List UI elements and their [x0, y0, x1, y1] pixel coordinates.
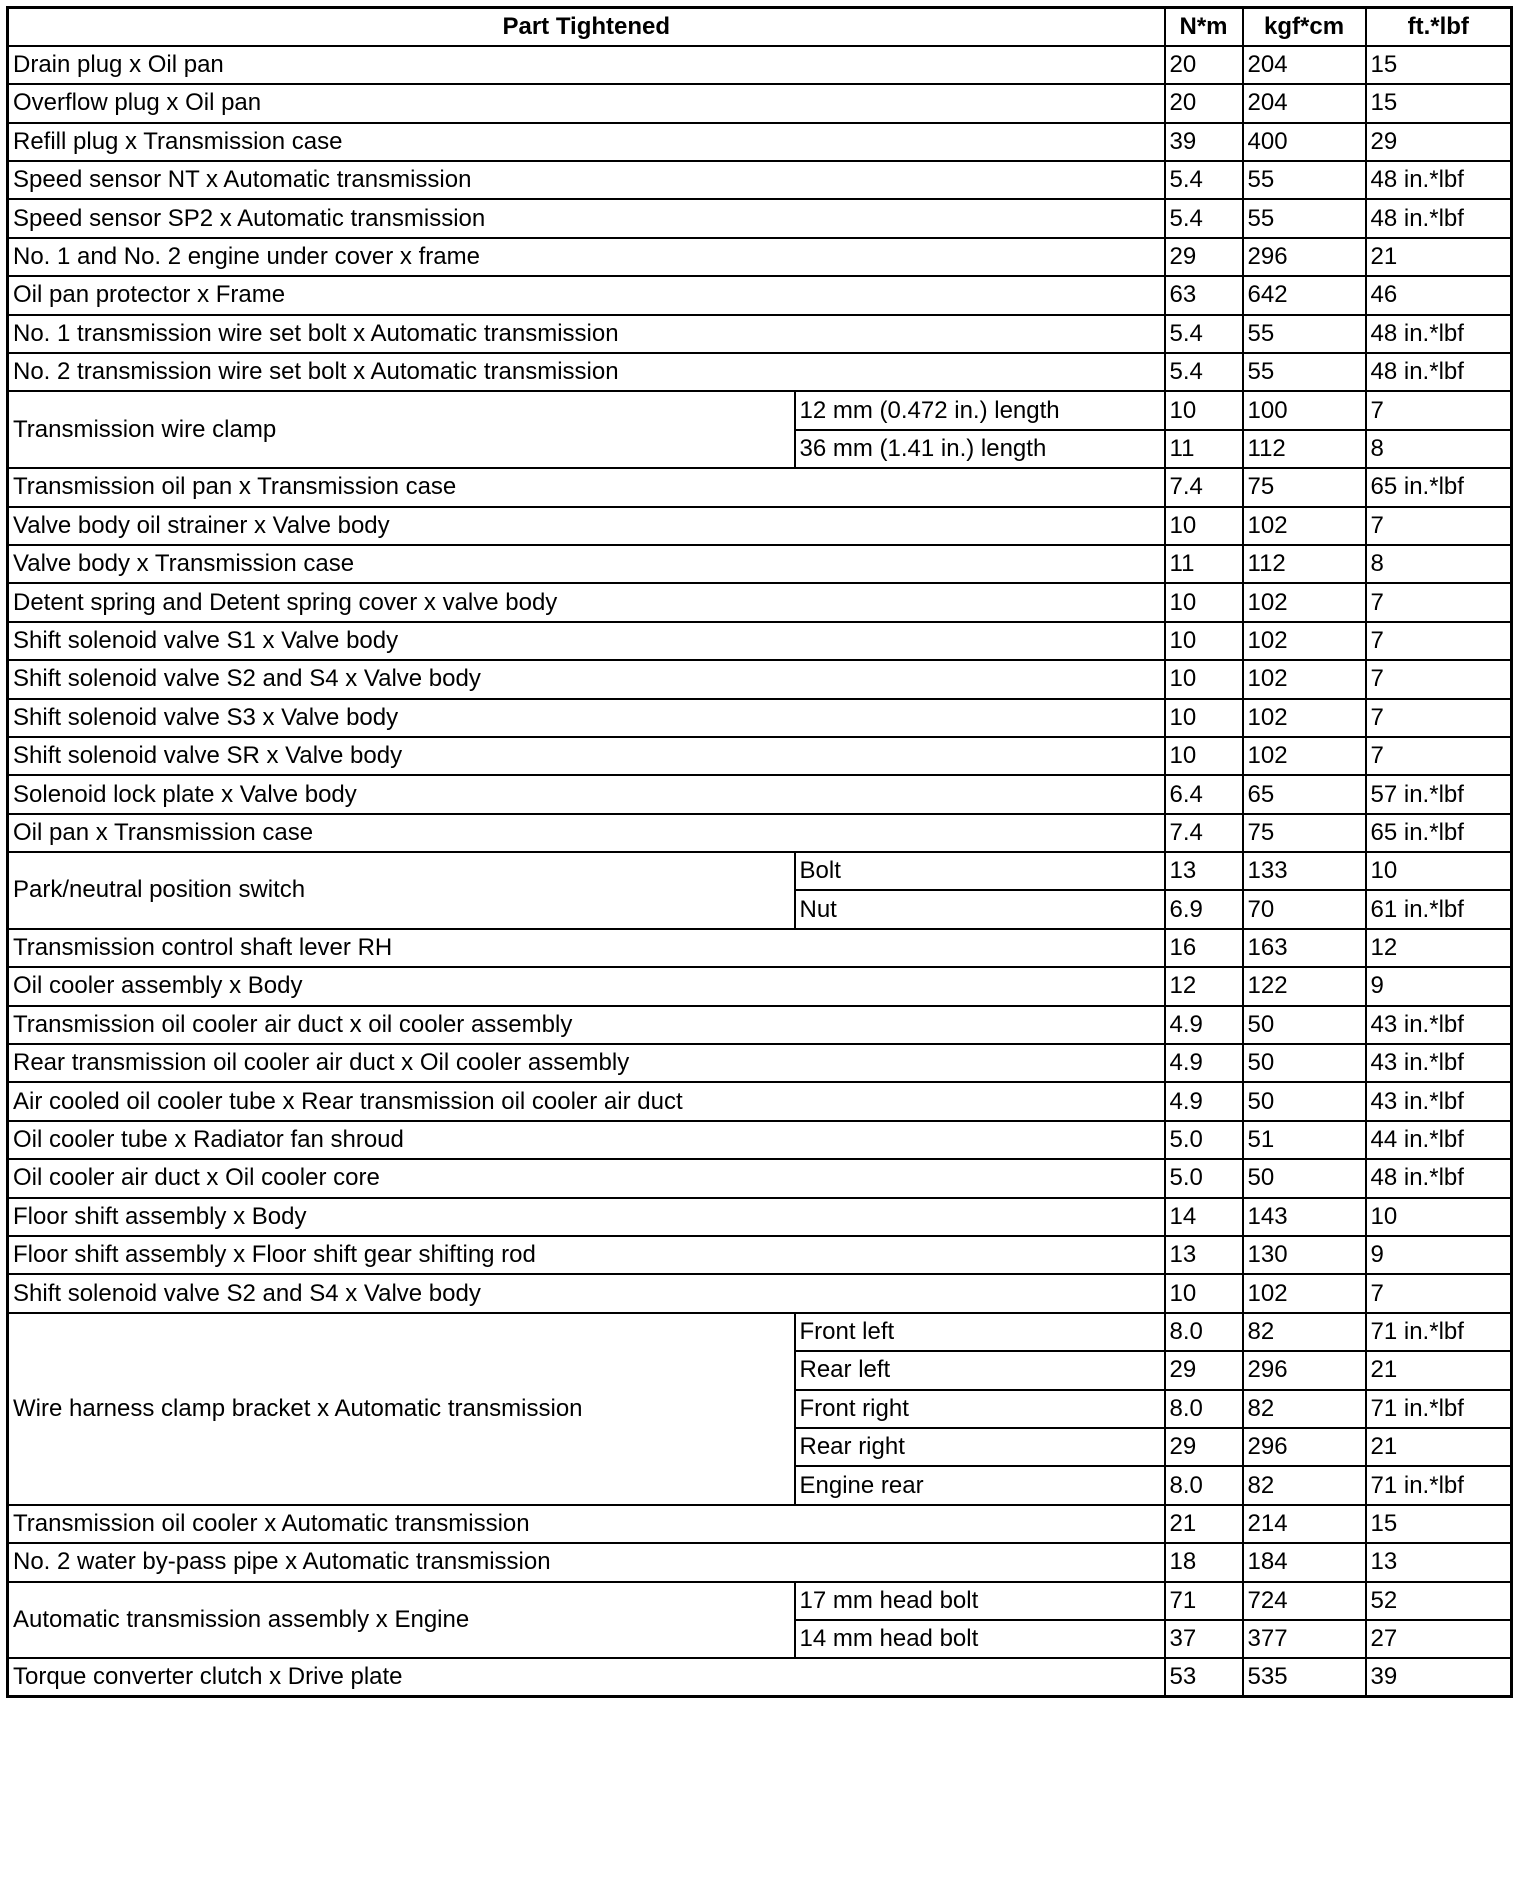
ft-lbf-cell: 15 — [1366, 1505, 1512, 1543]
table-row — [8, 1274, 1512, 1312]
part-cell: Oil cooler tube x Radiator fan shroud — [8, 1121, 1165, 1159]
sub-part-cell: Rear right — [795, 1428, 1165, 1466]
ft-lbf-cell: 43 in.*lbf — [1366, 1082, 1512, 1120]
header-part-tightened: Part Tightened — [8, 8, 1165, 46]
nm-cell: 10 — [1165, 660, 1243, 698]
nm-cell: 8.0 — [1165, 1390, 1243, 1428]
table-header — [8, 8, 1512, 46]
part-cell: No. 2 transmission wire set bolt x Automatic transmission — [8, 353, 1165, 391]
ft-lbf-cell: 65 in.*lbf — [1366, 814, 1512, 852]
kgf-cm-cell: 204 — [1243, 46, 1366, 84]
table-row — [8, 1198, 1512, 1236]
kgf-cm-cell: 184 — [1243, 1543, 1366, 1581]
part-cell: Speed sensor SP2 x Automatic transmission — [8, 199, 1165, 237]
part-cell: No. 2 water by-pass pipe x Automatic transmission — [8, 1543, 1165, 1581]
ft-lbf-cell: 7 — [1366, 391, 1512, 429]
ft-lbf-cell: 9 — [1366, 1236, 1512, 1274]
sub-part-cell: Engine rear — [795, 1466, 1165, 1504]
part-cell: Solenoid lock plate x Valve body — [8, 775, 1165, 813]
table-row — [8, 737, 1512, 775]
part-cell: Automatic transmission assembly x Engine — [8, 1582, 795, 1659]
part-cell: Floor shift assembly x Floor shift gear shifting rod — [8, 1236, 1165, 1274]
part-cell: Park/neutral position switch — [8, 852, 795, 929]
table-row — [8, 622, 1512, 660]
sub-part-cell: Nut — [795, 890, 1165, 928]
ft-lbf-cell: 9 — [1366, 967, 1512, 1005]
nm-cell: 29 — [1165, 1428, 1243, 1466]
table-row — [8, 199, 1512, 237]
table-row — [8, 1006, 1512, 1044]
table-row — [8, 545, 1512, 583]
table-row — [8, 1582, 1512, 1620]
ft-lbf-cell: 43 in.*lbf — [1366, 1006, 1512, 1044]
kgf-cm-cell: 55 — [1243, 161, 1366, 199]
kgf-cm-cell: 82 — [1243, 1390, 1366, 1428]
part-cell: Valve body oil strainer x Valve body — [8, 507, 1165, 545]
table-row — [8, 660, 1512, 698]
table-row — [8, 1044, 1512, 1082]
table-row — [8, 353, 1512, 391]
nm-cell: 10 — [1165, 583, 1243, 621]
table-row — [8, 1082, 1512, 1120]
nm-cell: 37 — [1165, 1620, 1243, 1658]
part-cell: Shift solenoid valve S1 x Valve body — [8, 622, 1165, 660]
kgf-cm-cell: 102 — [1243, 1274, 1366, 1312]
ft-lbf-cell: 7 — [1366, 1274, 1512, 1312]
ft-lbf-cell: 21 — [1366, 238, 1512, 276]
ft-lbf-cell: 48 in.*lbf — [1366, 1159, 1512, 1197]
kgf-cm-cell: 642 — [1243, 276, 1366, 314]
kgf-cm-cell: 50 — [1243, 1006, 1366, 1044]
part-cell: Drain plug x Oil pan — [8, 46, 1165, 84]
kgf-cm-cell: 102 — [1243, 737, 1366, 775]
nm-cell: 10 — [1165, 699, 1243, 737]
nm-cell: 21 — [1165, 1505, 1243, 1543]
part-cell: Detent spring and Detent spring cover x valve body — [8, 583, 1165, 621]
table-row — [8, 84, 1512, 122]
ft-lbf-cell: 44 in.*lbf — [1366, 1121, 1512, 1159]
header-row — [8, 8, 1512, 46]
kgf-cm-cell: 50 — [1243, 1044, 1366, 1082]
nm-cell: 53 — [1165, 1658, 1243, 1696]
ft-lbf-cell: 12 — [1366, 929, 1512, 967]
nm-cell: 12 — [1165, 967, 1243, 1005]
kgf-cm-cell: 51 — [1243, 1121, 1366, 1159]
kgf-cm-cell: 133 — [1243, 852, 1366, 890]
part-cell: Wire harness clamp bracket x Automatic transmission — [8, 1313, 795, 1505]
kgf-cm-cell: 70 — [1243, 890, 1366, 928]
table-row — [8, 1313, 1512, 1351]
ft-lbf-cell: 61 in.*lbf — [1366, 890, 1512, 928]
part-cell: Valve body x Transmission case — [8, 545, 1165, 583]
table-row — [8, 929, 1512, 967]
table-row — [8, 852, 1512, 890]
sub-part-cell: Rear left — [795, 1351, 1165, 1389]
nm-cell: 8.0 — [1165, 1466, 1243, 1504]
table-row — [8, 1505, 1512, 1543]
part-cell: Speed sensor NT x Automatic transmission — [8, 161, 1165, 199]
nm-cell: 16 — [1165, 929, 1243, 967]
nm-cell: 7.4 — [1165, 468, 1243, 506]
part-cell: Floor shift assembly x Body — [8, 1198, 1165, 1236]
ft-lbf-cell: 48 in.*lbf — [1366, 353, 1512, 391]
nm-cell: 39 — [1165, 123, 1243, 161]
kgf-cm-cell: 130 — [1243, 1236, 1366, 1274]
kgf-cm-cell: 55 — [1243, 199, 1366, 237]
ft-lbf-cell: 39 — [1366, 1658, 1512, 1696]
sub-part-cell: Front right — [795, 1390, 1165, 1428]
ft-lbf-cell: 27 — [1366, 1620, 1512, 1658]
kgf-cm-cell: 296 — [1243, 1351, 1366, 1389]
kgf-cm-cell: 100 — [1243, 391, 1366, 429]
nm-cell: 71 — [1165, 1582, 1243, 1620]
part-cell: Transmission control shaft lever RH — [8, 929, 1165, 967]
kgf-cm-cell: 214 — [1243, 1505, 1366, 1543]
kgf-cm-cell: 50 — [1243, 1082, 1366, 1120]
nm-cell: 4.9 — [1165, 1044, 1243, 1082]
sub-part-cell: 14 mm head bolt — [795, 1620, 1165, 1658]
table-row — [8, 315, 1512, 353]
part-cell: Transmission oil pan x Transmission case — [8, 468, 1165, 506]
ft-lbf-cell: 29 — [1366, 123, 1512, 161]
nm-cell: 11 — [1165, 545, 1243, 583]
nm-cell: 6.9 — [1165, 890, 1243, 928]
nm-cell: 20 — [1165, 84, 1243, 122]
part-cell: No. 1 transmission wire set bolt x Automatic transmission — [8, 315, 1165, 353]
ft-lbf-cell: 7 — [1366, 507, 1512, 545]
part-cell: Shift solenoid valve S2 and S4 x Valve body — [8, 1274, 1165, 1312]
header-kgf-cm: kgf*cm — [1243, 8, 1366, 46]
ft-lbf-cell: 48 in.*lbf — [1366, 199, 1512, 237]
kgf-cm-cell: 102 — [1243, 660, 1366, 698]
kgf-cm-cell: 50 — [1243, 1159, 1366, 1197]
kgf-cm-cell: 143 — [1243, 1198, 1366, 1236]
nm-cell: 13 — [1165, 852, 1243, 890]
nm-cell: 18 — [1165, 1543, 1243, 1581]
kgf-cm-cell: 535 — [1243, 1658, 1366, 1696]
kgf-cm-cell: 75 — [1243, 814, 1366, 852]
nm-cell: 4.9 — [1165, 1006, 1243, 1044]
ft-lbf-cell: 10 — [1366, 852, 1512, 890]
nm-cell: 10 — [1165, 622, 1243, 660]
kgf-cm-cell: 55 — [1243, 315, 1366, 353]
kgf-cm-cell: 102 — [1243, 583, 1366, 621]
nm-cell: 8.0 — [1165, 1313, 1243, 1351]
nm-cell: 10 — [1165, 737, 1243, 775]
header-nm: N*m — [1165, 8, 1243, 46]
nm-cell: 5.4 — [1165, 199, 1243, 237]
table-row — [8, 1159, 1512, 1197]
part-cell: Rear transmission oil cooler air duct x Oil cooler assembly — [8, 1044, 1165, 1082]
part-cell: Oil cooler air duct x Oil cooler core — [8, 1159, 1165, 1197]
table-row — [8, 583, 1512, 621]
ft-lbf-cell: 7 — [1366, 583, 1512, 621]
nm-cell: 10 — [1165, 391, 1243, 429]
ft-lbf-cell: 8 — [1366, 430, 1512, 468]
nm-cell: 20 — [1165, 46, 1243, 84]
table-row — [8, 276, 1512, 314]
part-cell: No. 1 and No. 2 engine under cover x frame — [8, 238, 1165, 276]
nm-cell: 11 — [1165, 430, 1243, 468]
nm-cell: 13 — [1165, 1236, 1243, 1274]
ft-lbf-cell: 71 in.*lbf — [1366, 1390, 1512, 1428]
nm-cell: 4.9 — [1165, 1082, 1243, 1120]
part-cell: Shift solenoid valve S3 x Valve body — [8, 699, 1165, 737]
kgf-cm-cell: 296 — [1243, 1428, 1366, 1466]
nm-cell: 5.0 — [1165, 1121, 1243, 1159]
sub-part-cell: Bolt — [795, 852, 1165, 890]
sub-part-cell: Front left — [795, 1313, 1165, 1351]
ft-lbf-cell: 13 — [1366, 1543, 1512, 1581]
part-cell: Refill plug x Transmission case — [8, 123, 1165, 161]
kgf-cm-cell: 400 — [1243, 123, 1366, 161]
table-row — [8, 1236, 1512, 1274]
kgf-cm-cell: 82 — [1243, 1466, 1366, 1504]
kgf-cm-cell: 112 — [1243, 545, 1366, 583]
table-row — [8, 507, 1512, 545]
part-cell: Shift solenoid valve SR x Valve body — [8, 737, 1165, 775]
nm-cell: 10 — [1165, 507, 1243, 545]
ft-lbf-cell: 71 in.*lbf — [1366, 1466, 1512, 1504]
sub-part-cell: 12 mm (0.472 in.) length — [795, 391, 1165, 429]
part-cell: Transmission oil cooler x Automatic transmission — [8, 1505, 1165, 1543]
part-cell: Shift solenoid valve S2 and S4 x Valve body — [8, 660, 1165, 698]
table-row — [8, 161, 1512, 199]
table-row — [8, 238, 1512, 276]
kgf-cm-cell: 122 — [1243, 967, 1366, 1005]
kgf-cm-cell: 112 — [1243, 430, 1366, 468]
nm-cell: 29 — [1165, 1351, 1243, 1389]
ft-lbf-cell: 65 in.*lbf — [1366, 468, 1512, 506]
part-cell: Oil cooler assembly x Body — [8, 967, 1165, 1005]
ft-lbf-cell: 43 in.*lbf — [1366, 1044, 1512, 1082]
table-row — [8, 468, 1512, 506]
table-row — [8, 46, 1512, 84]
nm-cell: 6.4 — [1165, 775, 1243, 813]
part-cell: Oil pan x Transmission case — [8, 814, 1165, 852]
kgf-cm-cell: 377 — [1243, 1620, 1366, 1658]
table-row — [8, 1543, 1512, 1581]
table-body — [8, 46, 1512, 1697]
ft-lbf-cell: 48 in.*lbf — [1366, 315, 1512, 353]
kgf-cm-cell: 75 — [1243, 468, 1366, 506]
ft-lbf-cell: 21 — [1366, 1351, 1512, 1389]
ft-lbf-cell: 7 — [1366, 660, 1512, 698]
ft-lbf-cell: 71 in.*lbf — [1366, 1313, 1512, 1351]
nm-cell: 10 — [1165, 1274, 1243, 1312]
table-row — [8, 775, 1512, 813]
kgf-cm-cell: 65 — [1243, 775, 1366, 813]
part-cell: Transmission wire clamp — [8, 391, 795, 468]
ft-lbf-cell: 7 — [1366, 699, 1512, 737]
kgf-cm-cell: 102 — [1243, 507, 1366, 545]
ft-lbf-cell: 21 — [1366, 1428, 1512, 1466]
sub-part-cell: 36 mm (1.41 in.) length — [795, 430, 1165, 468]
nm-cell: 7.4 — [1165, 814, 1243, 852]
ft-lbf-cell: 46 — [1366, 276, 1512, 314]
ft-lbf-cell: 15 — [1366, 84, 1512, 122]
table-row — [8, 123, 1512, 161]
ft-lbf-cell: 15 — [1366, 46, 1512, 84]
table-row — [8, 1658, 1512, 1696]
part-cell: Transmission oil cooler air duct x oil cooler assembly — [8, 1006, 1165, 1044]
table-row — [8, 391, 1512, 429]
ft-lbf-cell: 52 — [1366, 1582, 1512, 1620]
kgf-cm-cell: 163 — [1243, 929, 1366, 967]
part-cell: Air cooled oil cooler tube x Rear transmission oil cooler air duct — [8, 1082, 1165, 1120]
kgf-cm-cell: 724 — [1243, 1582, 1366, 1620]
ft-lbf-cell: 10 — [1366, 1198, 1512, 1236]
sub-part-cell: 17 mm head bolt — [795, 1582, 1165, 1620]
table-row — [8, 699, 1512, 737]
kgf-cm-cell: 296 — [1243, 238, 1366, 276]
nm-cell: 29 — [1165, 238, 1243, 276]
kgf-cm-cell: 102 — [1243, 622, 1366, 660]
part-cell: Oil pan protector x Frame — [8, 276, 1165, 314]
kgf-cm-cell: 55 — [1243, 353, 1366, 391]
part-cell: Overflow plug x Oil pan — [8, 84, 1165, 122]
ft-lbf-cell: 57 in.*lbf — [1366, 775, 1512, 813]
nm-cell: 63 — [1165, 276, 1243, 314]
torque-specification-table — [6, 6, 1513, 1698]
table-row — [8, 814, 1512, 852]
nm-cell: 5.0 — [1165, 1159, 1243, 1197]
kgf-cm-cell: 204 — [1243, 84, 1366, 122]
ft-lbf-cell: 7 — [1366, 622, 1512, 660]
table-row — [8, 967, 1512, 1005]
ft-lbf-cell: 48 in.*lbf — [1366, 161, 1512, 199]
header-ft-lbf: ft.*lbf — [1366, 8, 1512, 46]
nm-cell: 5.4 — [1165, 315, 1243, 353]
nm-cell: 5.4 — [1165, 353, 1243, 391]
nm-cell: 14 — [1165, 1198, 1243, 1236]
nm-cell: 5.4 — [1165, 161, 1243, 199]
kgf-cm-cell: 102 — [1243, 699, 1366, 737]
part-cell: Torque converter clutch x Drive plate — [8, 1658, 1165, 1696]
table-row — [8, 1121, 1512, 1159]
ft-lbf-cell: 8 — [1366, 545, 1512, 583]
ft-lbf-cell: 7 — [1366, 737, 1512, 775]
kgf-cm-cell: 82 — [1243, 1313, 1366, 1351]
